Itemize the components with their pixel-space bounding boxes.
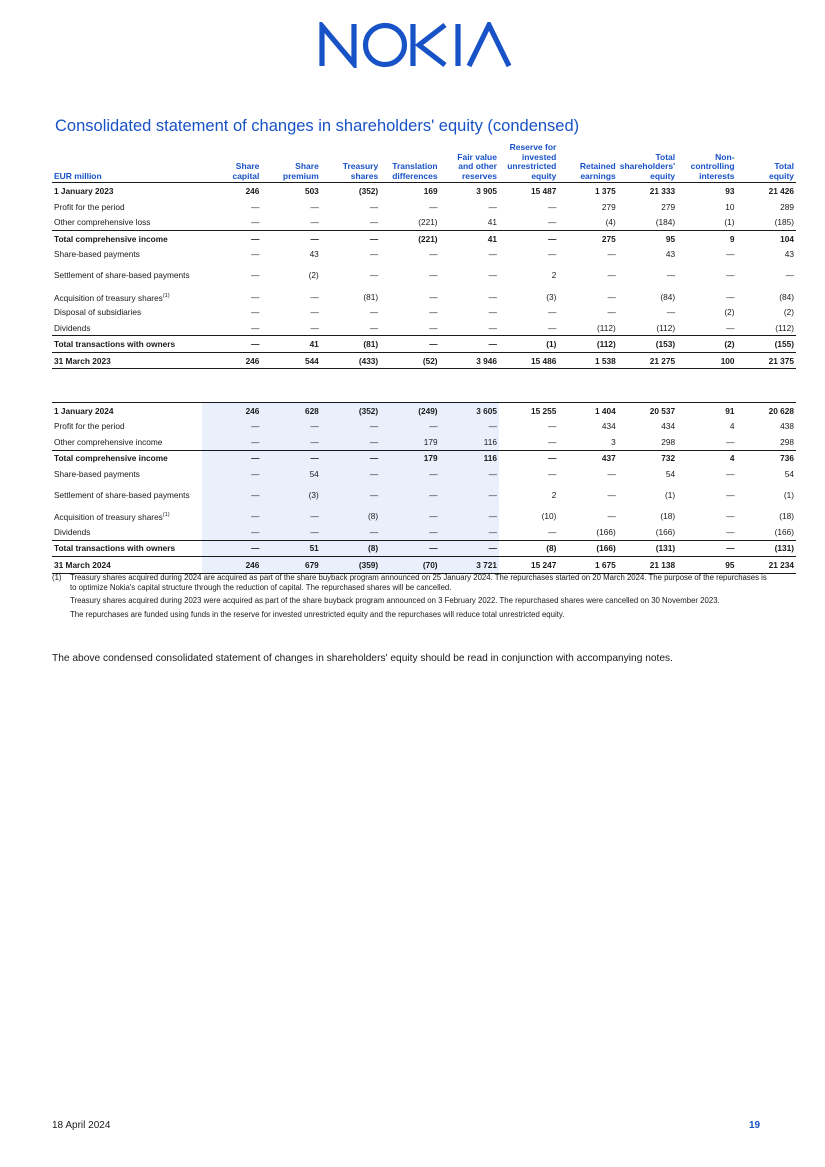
column-header-total-equity: Total equity xyxy=(737,143,796,183)
row-label: 31 March 2024 xyxy=(52,557,202,574)
table-cell: (8) xyxy=(321,540,380,557)
table-cell: — xyxy=(251,322,260,333)
equity-table-2023 xyxy=(52,143,796,369)
table-cell: — xyxy=(726,291,735,302)
table-cell: — xyxy=(488,201,497,212)
table-cell: 9 xyxy=(677,230,736,246)
table-cell: — xyxy=(380,466,439,482)
table-cell: 3 946 xyxy=(440,352,499,369)
table-cell: 54 xyxy=(784,468,794,479)
row-label: Share-based payments xyxy=(54,468,140,479)
table-cell: (221) xyxy=(418,217,438,228)
equity-table-2024 xyxy=(52,402,796,574)
footnote-ref: (1) xyxy=(162,512,170,519)
table-cell: — xyxy=(548,421,557,432)
footnote-marker: (1) xyxy=(52,573,62,582)
row-label: Other comprehensive loss xyxy=(54,217,151,228)
table-cell: 20 628 xyxy=(737,403,796,419)
table-cell: (8) xyxy=(499,540,558,557)
table-cell: — xyxy=(321,450,380,466)
table-cell: — xyxy=(202,482,261,509)
table-cell: — xyxy=(369,322,379,333)
table-cell: 51 xyxy=(261,540,320,557)
table-row xyxy=(52,466,796,482)
table-cell: — xyxy=(499,450,558,466)
table-cell: 116 xyxy=(440,450,499,466)
table-cell: (112) xyxy=(558,336,617,353)
table-cell: 21 333 xyxy=(649,186,676,197)
footnote-ref: (1) xyxy=(162,292,170,299)
table-cell: 434 xyxy=(661,421,676,432)
table-cell: — xyxy=(251,291,260,302)
table-cell: 20 537 xyxy=(618,403,677,419)
row-label: Share-based payments xyxy=(54,249,140,260)
table-cell: — xyxy=(607,307,616,318)
table-cell: — xyxy=(202,524,261,540)
table-cell: — xyxy=(440,482,499,509)
table-cell: 43 xyxy=(309,249,319,260)
table-cell: — xyxy=(607,511,616,522)
table-cell: — xyxy=(548,217,557,228)
table-cell: — xyxy=(380,540,439,557)
row-label: 1 January 2024 xyxy=(52,403,202,419)
table-cell: 21 234 xyxy=(737,557,796,574)
table-cell: (359) xyxy=(321,557,380,574)
table-cell: 10 xyxy=(725,201,735,212)
table-cell: — xyxy=(202,419,261,435)
table-cell: — xyxy=(202,466,261,482)
table-cell: (18) xyxy=(779,511,794,522)
table-cell: 544 xyxy=(261,352,320,369)
table-cell: 21 375 xyxy=(737,352,796,369)
column-header-label: EUR million xyxy=(52,143,202,183)
table-row xyxy=(52,230,796,246)
table-row xyxy=(52,524,796,540)
row-label: Other comprehensive income xyxy=(54,436,163,447)
table-row xyxy=(52,509,796,525)
table-cell: (3) xyxy=(261,482,320,509)
table-cell: 1 404 xyxy=(558,403,617,419)
table-cell: — xyxy=(321,466,380,482)
table-row xyxy=(52,419,796,435)
table-cell: 298 xyxy=(661,436,676,447)
footnote-2 xyxy=(52,596,772,606)
row-label: 1 January 2023 xyxy=(54,186,114,197)
table-cell: 169 xyxy=(423,186,438,197)
table-cell: (352) xyxy=(358,186,379,197)
table-cell: 1 538 xyxy=(558,352,617,369)
table-cell: — xyxy=(202,540,261,557)
table-cell: — xyxy=(251,217,260,228)
table-cell: (166) xyxy=(655,526,676,537)
table-cell: — xyxy=(726,490,735,500)
row-label: Acquisition of treasury shares$^{(1)}$ xyxy=(54,292,170,303)
table-cell: — xyxy=(666,307,676,318)
table-cell: 179 xyxy=(380,434,439,450)
table-cell: 43 xyxy=(784,249,794,260)
table-cell: 93 xyxy=(725,186,735,197)
table-cell: 43 xyxy=(665,249,676,260)
table-row xyxy=(52,262,796,289)
table-cell: (185) xyxy=(774,217,794,228)
table-cell: (2) xyxy=(677,336,736,353)
table-cell: — xyxy=(429,270,438,281)
column-header-fair-value: Fair value and other reserves xyxy=(440,143,499,183)
column-header-non-controlling: Non- controlling interests xyxy=(677,143,736,183)
table-cell: (1) xyxy=(665,490,676,500)
column-header-treasury-shares: Treasury shares xyxy=(321,143,380,183)
table-cell: 95 xyxy=(677,557,736,574)
table-cell: (10) xyxy=(541,511,557,522)
table-cell: (81) xyxy=(321,336,380,353)
row-label: Total transactions with owners xyxy=(52,336,202,353)
table-cell: (18) xyxy=(660,511,676,522)
table-row xyxy=(52,403,796,419)
table-cell: (84) xyxy=(779,291,794,302)
table-cell: — xyxy=(440,419,499,435)
table-cell: — xyxy=(607,468,616,479)
table-cell: (112) xyxy=(656,322,676,333)
table-cell: 21 275 xyxy=(618,352,677,369)
table-cell: — xyxy=(261,230,320,246)
table-cell: — xyxy=(251,201,260,212)
table-cell: — xyxy=(548,307,557,318)
table-cell: — xyxy=(488,307,497,318)
table-cell: — xyxy=(607,270,616,281)
table-cell: 21 426 xyxy=(768,186,794,197)
table-cell: 3 605 xyxy=(440,403,499,419)
table-cell: 736 xyxy=(737,450,796,466)
footnotes xyxy=(52,573,772,623)
table-cell: — xyxy=(321,434,380,450)
table-cell: 246 xyxy=(202,557,261,574)
table-cell: — xyxy=(202,434,261,450)
footer-date: 18 April 2024 xyxy=(52,1120,111,1131)
table-cell: 275 xyxy=(558,230,617,246)
page-number: 19 xyxy=(749,1120,761,1131)
nokia-logo xyxy=(319,22,513,68)
table-cell: (221) xyxy=(380,230,439,246)
table-cell: — xyxy=(380,482,439,509)
table-cell: — xyxy=(677,540,736,557)
table-cell: — xyxy=(380,419,439,435)
table-cell: (249) xyxy=(380,403,439,419)
table-cell: — xyxy=(429,201,438,212)
table-cell: (2) xyxy=(783,307,794,318)
table-cell: — xyxy=(202,336,261,353)
table-cell: — xyxy=(261,450,320,466)
table-cell: — xyxy=(369,307,379,318)
table-cell: (1) xyxy=(783,490,794,500)
table-cell: — xyxy=(202,509,261,525)
table-cell: (8) xyxy=(321,509,380,525)
table-cell: — xyxy=(202,230,261,246)
table-cell: — xyxy=(429,307,438,318)
table-cell: 434 xyxy=(601,421,616,432)
row-label: Settlement of share-based payments xyxy=(54,270,190,281)
table-cell: — xyxy=(321,230,380,246)
table-cell: — xyxy=(261,524,320,540)
table-cell: — xyxy=(380,509,439,525)
table-cell: — xyxy=(785,270,794,281)
table-cell: 279 xyxy=(661,201,676,212)
table-row xyxy=(52,336,796,353)
footnote-text-2023: Treasury shares acquired during 2023 were acquired as part of the share buyback program announced on 3 February 2022. The repurchased shares were cancelled on 30 November 2023. xyxy=(70,596,720,606)
page-title: Consolidated statement of changes in shareholders' equity (condensed) xyxy=(55,117,580,135)
table-cell: — xyxy=(440,509,499,525)
table-cell: — xyxy=(369,201,379,212)
table-row xyxy=(52,482,796,509)
table-cell: 437 xyxy=(558,450,617,466)
table-cell: — xyxy=(488,322,497,333)
column-header-share-capital: Share capital xyxy=(202,143,261,183)
table-row xyxy=(52,246,796,262)
table-cell: — xyxy=(369,249,379,260)
table-cell: 95 xyxy=(618,230,677,246)
table-row xyxy=(52,214,796,230)
table-cell: — xyxy=(310,217,319,228)
table-cell: — xyxy=(440,336,499,353)
table-cell: 91 xyxy=(677,403,736,419)
table-cell: (52) xyxy=(380,352,439,369)
table-cell: — xyxy=(369,217,379,228)
table-cell: — xyxy=(666,270,676,281)
table-cell: 3 xyxy=(611,436,616,447)
table-cell: — xyxy=(726,322,735,333)
table-cell: (166) xyxy=(596,526,616,537)
table-cell: 2 xyxy=(551,490,557,500)
table-cell: 104 xyxy=(737,230,796,246)
table-cell: — xyxy=(321,482,380,509)
table-cell: — xyxy=(548,526,557,537)
table-row xyxy=(52,540,796,557)
table-cell: (4) xyxy=(605,217,616,228)
table-cell: — xyxy=(440,524,499,540)
table-cell: 3 905 xyxy=(476,186,497,197)
row-label: Dividends xyxy=(54,322,91,333)
row-label: Total comprehensive income xyxy=(52,230,202,246)
table-cell: (112) xyxy=(596,322,616,333)
table-cell: — xyxy=(488,270,497,281)
table-cell: 54 xyxy=(261,466,320,482)
table-cell: 679 xyxy=(261,557,320,574)
table-cell: (166) xyxy=(558,540,617,557)
table-cell: 100 xyxy=(677,352,736,369)
table-cell: (153) xyxy=(618,336,677,353)
table-cell: (352) xyxy=(321,403,380,419)
table-cell: 289 xyxy=(780,201,794,212)
table-cell: — xyxy=(607,490,616,500)
table-cell: — xyxy=(607,249,616,260)
table-cell: — xyxy=(251,307,260,318)
table-cell: (2) xyxy=(724,307,735,318)
table-cell: 15 247 xyxy=(499,557,558,574)
table-cell: (84) xyxy=(660,291,676,302)
table-cell: — xyxy=(310,322,319,333)
table-cell: — xyxy=(310,201,319,212)
table-row xyxy=(52,557,796,574)
table-cell: — xyxy=(488,249,497,260)
table-cell: 116 xyxy=(440,434,499,450)
table-cell: 41 xyxy=(440,230,499,246)
table-cell: 298 xyxy=(780,436,794,447)
table-cell: 246 xyxy=(202,403,261,419)
table-cell: 438 xyxy=(780,421,794,432)
table-cell: 21 138 xyxy=(618,557,677,574)
table-cell: 179 xyxy=(380,450,439,466)
table-cell: — xyxy=(607,291,616,302)
table-cell: (131) xyxy=(618,540,677,557)
table-cell: 15 255 xyxy=(499,403,558,419)
table-cell: (166) xyxy=(774,526,794,537)
table-cell: 1 675 xyxy=(558,557,617,574)
table-cell: 732 xyxy=(618,450,677,466)
table-cell: — xyxy=(488,291,497,302)
table-cell: — xyxy=(548,201,557,212)
row-label: Settlement of share-based payments xyxy=(54,490,190,500)
table-cell: — xyxy=(202,450,261,466)
table-row xyxy=(52,304,796,320)
table-cell: — xyxy=(726,249,735,260)
column-header-total-shareholders: Total shareholders' equity xyxy=(618,143,677,183)
row-label: Dividends xyxy=(54,526,91,537)
table-cell: — xyxy=(429,322,438,333)
table-cell: — xyxy=(261,434,320,450)
table-cell: — xyxy=(548,322,557,333)
row-label: Profit for the period xyxy=(54,421,125,432)
table-cell: 2 xyxy=(551,270,557,281)
table-cell: — xyxy=(380,524,439,540)
table-cell: 4 xyxy=(729,421,735,432)
table-cell: — xyxy=(261,419,320,435)
table-cell: — xyxy=(429,291,438,302)
table-cell: 503 xyxy=(304,186,319,197)
table-cell: — xyxy=(726,511,735,522)
table-cell: (131) xyxy=(737,540,796,557)
column-header-translation-differences: Translation differences xyxy=(380,143,439,183)
table-cell: 279 xyxy=(601,201,616,212)
table-cell: — xyxy=(251,270,260,281)
table-row xyxy=(52,450,796,466)
table-cell: — xyxy=(548,468,557,479)
table-cell: — xyxy=(380,336,439,353)
table-cell: 3 721 xyxy=(440,557,499,574)
table-cell: — xyxy=(261,509,320,525)
table-cell: 628 xyxy=(261,403,320,419)
summary-note: The above condensed consolidated statement of changes in shareholders' equity should be read in conjunction with accompanying notes. xyxy=(52,653,673,664)
table-row xyxy=(52,320,796,336)
table-cell: (155) xyxy=(737,336,796,353)
table-cell: — xyxy=(440,540,499,557)
footnote-text-2024: Treasury shares acquired during 2024 are acquired as part of the share buyback program announced on 25 January 2024. The repurchases started on 20 March 2024. The purpose of the repurchases is to optimize Nokia's capital structure through the reduction of capital. The repurchased shares will be cancelled. xyxy=(70,573,767,593)
table-row xyxy=(52,434,796,450)
table-cell: — xyxy=(499,230,558,246)
table-cell: 246 xyxy=(245,186,260,197)
row-label: Disposal of subsidiaries xyxy=(54,307,142,318)
table-cell: 41 xyxy=(487,217,497,228)
footnote-text-funding: The repurchases are funded using funds in the reserve for invested unrestricted equity and the repurchases will reduce total unrestricted equity. xyxy=(70,609,565,619)
table-cell: (1) xyxy=(724,217,735,228)
table-row xyxy=(52,199,796,215)
table-cell: — xyxy=(726,270,735,281)
table-cell: — xyxy=(310,307,319,318)
row-label: 31 March 2023 xyxy=(52,352,202,369)
column-header-share-premium: Share premium xyxy=(261,143,320,183)
table-cell: — xyxy=(369,270,379,281)
row-label: Profit for the period xyxy=(54,201,125,212)
table-cell: — xyxy=(321,524,380,540)
table-row xyxy=(52,352,796,369)
row-label: Total comprehensive income xyxy=(52,450,202,466)
table-cell: 4 xyxy=(677,450,736,466)
table-cell: 15 486 xyxy=(499,352,558,369)
table-cell: (1) xyxy=(499,336,558,353)
table-cell: 41 xyxy=(261,336,320,353)
column-header-retained-earnings: Retained earnings xyxy=(558,143,617,183)
column-header-reserve-invested: Reserve for invested unrestricted equity xyxy=(499,143,558,183)
table-cell: (112) xyxy=(775,322,794,333)
row-label: Acquisition of treasury shares$^{(1)}$ xyxy=(54,512,170,523)
table-cell: — xyxy=(726,526,735,537)
table-cell: (2) xyxy=(308,270,319,281)
table-cell: 54 xyxy=(665,468,676,479)
footnote-3 xyxy=(52,610,772,620)
table-cell: — xyxy=(548,436,557,447)
footnote-1 xyxy=(52,573,772,593)
table-cell: — xyxy=(548,249,557,260)
table-cell: (3) xyxy=(546,291,557,302)
table-cell: (184) xyxy=(655,217,676,228)
table-cell: 246 xyxy=(202,352,261,369)
table-cell: — xyxy=(440,466,499,482)
table-cell: — xyxy=(321,419,380,435)
table-cell: (433) xyxy=(321,352,380,369)
table-cell: (70) xyxy=(380,557,439,574)
table-row xyxy=(52,289,796,305)
table-cell: — xyxy=(310,291,319,302)
table-cell: (81) xyxy=(363,291,379,302)
table-cell: — xyxy=(726,468,735,479)
table-cell: — xyxy=(429,249,438,260)
table-row xyxy=(52,183,796,199)
table-cell: 15 487 xyxy=(530,186,557,197)
table-cell: 1 375 xyxy=(594,186,616,197)
row-label: Total transactions with owners xyxy=(52,540,202,557)
table-cell: — xyxy=(251,249,260,260)
table-cell: — xyxy=(726,436,735,447)
